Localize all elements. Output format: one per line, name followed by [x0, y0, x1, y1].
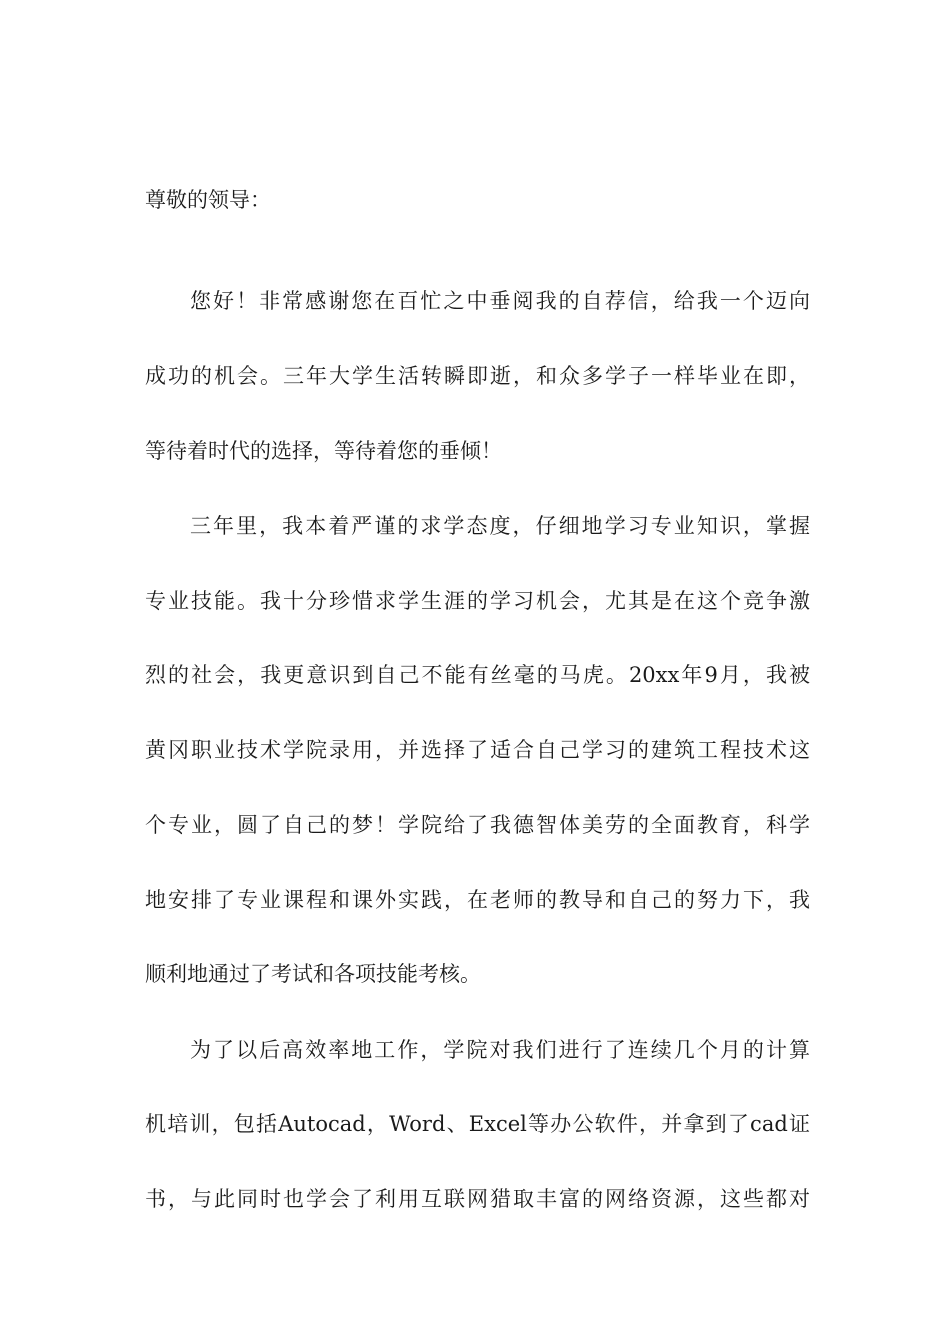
- paragraph-2-line-3: 烈的社会，我更意识到自己不能有丝毫的马虎。20xx年9月，我被: [145, 663, 810, 687]
- paragraph-2-line-5: 个专业，圆了自己的梦！学院给了我德智体美劳的全面教育，科学: [145, 813, 810, 837]
- paragraph-1-line-2: 成功的机会。三年大学生活转瞬即逝，和众多学子一样毕业在即，: [145, 364, 810, 388]
- paragraph-1-line-1: 您好！非常感谢您在百忙之中垂阅我的自荐信，给我一个迈向: [190, 289, 810, 313]
- salutation: 尊敬的领导：: [145, 188, 271, 212]
- paragraph-2-line-1: 三年里，我本着严谨的求学态度，仔细地学习专业知识，掌握: [190, 514, 810, 538]
- paragraph-1-line-3: 等待着时代的选择，等待着您的垂倾！: [145, 439, 502, 463]
- paragraph-3-line-1: 为了以后高效率地工作，学院对我们进行了连续几个月的计算: [190, 1038, 810, 1062]
- paragraph-2-line-7: 顺利地通过了考试和各项技能考核。: [145, 962, 481, 986]
- paragraph-3-line-3: 书，与此同时也学会了利用互联网猎取丰富的网络资源，这些都对: [145, 1187, 810, 1211]
- paragraph-2-line-2: 专业技能。我十分珍惜求学生涯的学习机会，尤其是在这个竞争激: [145, 589, 810, 613]
- paragraph-2-line-4: 黄冈职业技术学院录用，并选择了适合自己学习的建筑工程技术这: [145, 738, 810, 762]
- paragraph-3-line-2: 机培训，包括Autocad，Word、Excel等办公软件，并拿到了cad证: [145, 1112, 810, 1136]
- paragraph-2-line-6: 地安排了专业课程和课外实践，在老师的教导和自己的努力下，我: [145, 888, 810, 912]
